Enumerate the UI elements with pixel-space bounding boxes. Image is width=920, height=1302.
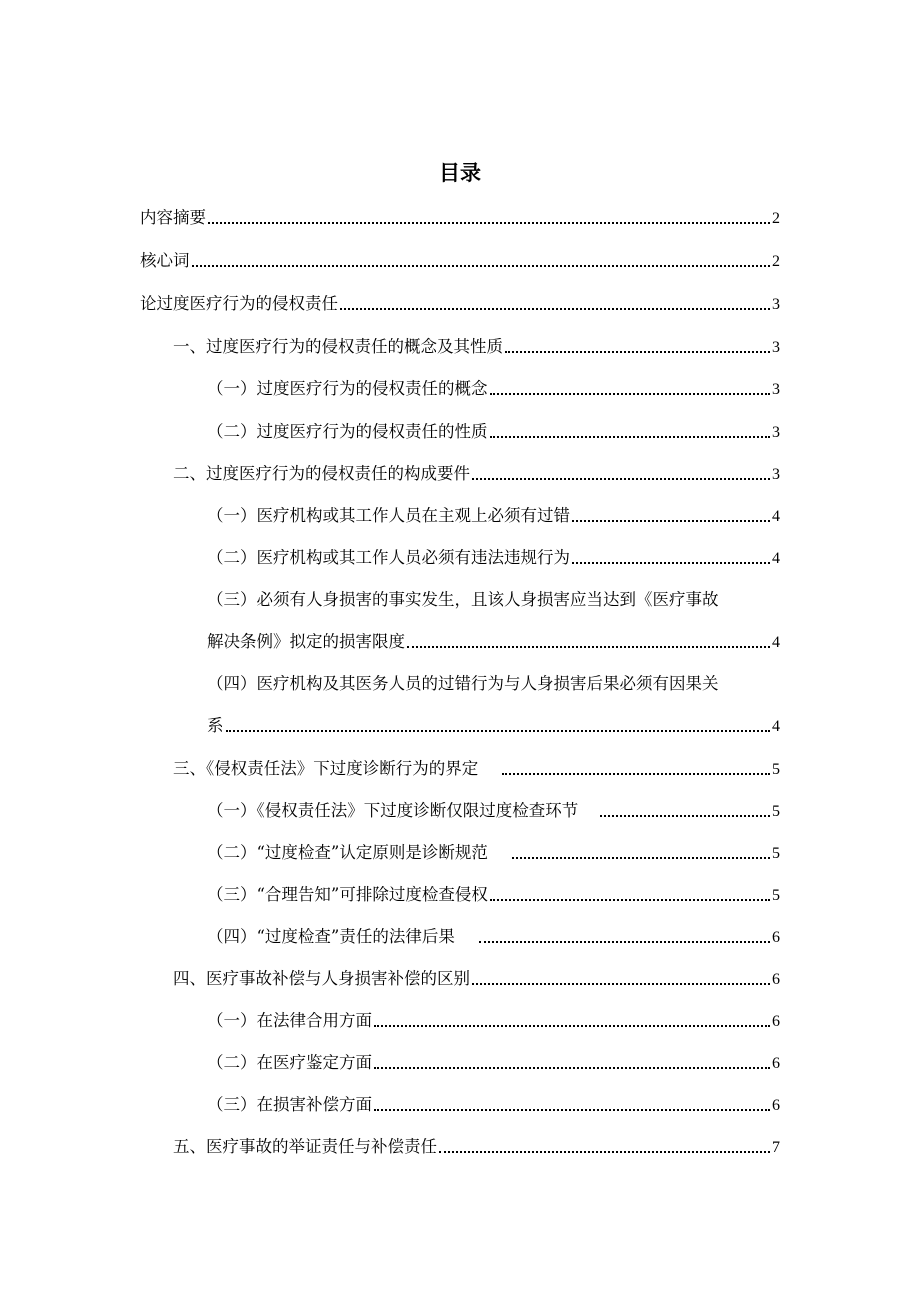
toc-entry-label: 四、医疗事故补偿与人身损害补偿的区别 <box>173 969 470 988</box>
toc-entry-page: 5 <box>772 803 780 820</box>
toc-entry-label: （二）过度医疗行为的侵权责任的性质 <box>207 422 488 441</box>
toc-entry[interactable] <box>207 629 780 655</box>
toc-entry-page: 4 <box>772 508 780 525</box>
leader-dots <box>192 265 771 267</box>
toc-entry[interactable] <box>207 1050 780 1076</box>
toc-entry-label: （二）“过度检查”认定原则是诊断规范 <box>207 843 488 862</box>
toc-entry-page: 5 <box>772 761 780 778</box>
leader-dots <box>340 308 770 310</box>
toc-title: 目录 <box>439 161 481 185</box>
toc-entry-page: 6 <box>772 971 780 988</box>
toc-entry-label: （一）《侵权责任法》下过度诊断仅限过度检查环节 <box>207 801 579 820</box>
toc-entry-label: （一）医疗机构或其工作人员在主观上必须有过错 <box>207 506 570 525</box>
toc-entry[interactable] <box>140 205 780 231</box>
toc-entry-label-continuation: 系 <box>207 716 224 735</box>
toc-entry-page: 4 <box>772 634 780 651</box>
toc-entry-page: 4 <box>772 718 780 735</box>
toc-entry[interactable] <box>207 1008 780 1034</box>
leader-dots <box>572 562 770 564</box>
toc-entry-label: （二）医疗机构或其工作人员必须有违法违规行为 <box>207 548 570 567</box>
toc-entry-page: 6 <box>772 929 780 946</box>
toc-entry-page: 3 <box>772 466 780 483</box>
toc-entry-label: （四）“过度检查”责任的法律后果 <box>207 927 455 946</box>
toc-entry[interactable] <box>207 376 780 402</box>
toc-entry-label: 论过度医疗行为的侵权责任 <box>140 294 338 313</box>
toc-entry-page: 5 <box>772 845 780 862</box>
toc-entry-label: 五、医疗事故的举证责任与补偿责任 <box>173 1137 437 1156</box>
leader-dots <box>512 857 770 859</box>
leader-dots <box>490 436 771 438</box>
toc-entry-label: 一、过度医疗行为的侵权责任的概念及其性质 <box>173 337 503 356</box>
leader-dots <box>226 730 771 732</box>
toc-entry[interactable] <box>173 966 780 992</box>
toc-entry[interactable] <box>207 545 780 571</box>
toc-entry-page: 6 <box>772 1097 780 1114</box>
toc-entry[interactable] <box>207 882 780 908</box>
toc-entry[interactable] <box>207 798 780 824</box>
leader-dots <box>374 1067 770 1069</box>
toc-entry[interactable] <box>173 461 780 487</box>
toc-entry-page: 2 <box>772 253 780 270</box>
toc-entry-label[interactable]: （三）必须有人身损害的事实发生，且该人身损害应当达到《医疗事故 <box>207 590 719 609</box>
toc-entry-label: 二、过度医疗行为的侵权责任的构成要件 <box>173 464 470 483</box>
toc-entry-page: 3 <box>772 296 780 313</box>
leader-dots <box>505 351 770 353</box>
toc-entry[interactable] <box>173 334 780 360</box>
toc-entry[interactable] <box>207 924 780 950</box>
toc-entry[interactable] <box>207 503 780 529</box>
leader-dots <box>208 222 770 224</box>
leader-dots <box>502 773 770 775</box>
leader-dots <box>479 941 770 943</box>
toc-entry[interactable] <box>173 1134 780 1160</box>
toc-entry-page: 6 <box>772 1055 780 1072</box>
toc-entry-label[interactable]: （四）医疗机构及其医务人员的过错行为与人身损害后果必须有因果关 <box>207 674 719 693</box>
leader-dots <box>572 520 770 522</box>
leader-dots <box>407 646 770 648</box>
toc-entry[interactable] <box>140 248 780 274</box>
toc-entry-page: 5 <box>772 887 780 904</box>
toc-entry-page: 4 <box>772 550 780 567</box>
leader-dots <box>490 899 770 901</box>
toc-entry-label: 三、《侵权责任法》下过度诊断行为的界定 <box>173 759 479 778</box>
toc-entry-label: （三）在损害补偿方面 <box>207 1095 372 1114</box>
toc-entry[interactable] <box>173 756 780 782</box>
toc-entry[interactable] <box>207 1092 780 1118</box>
toc-entry[interactable] <box>140 291 780 317</box>
leader-dots <box>439 1151 770 1153</box>
leader-dots <box>490 393 771 395</box>
leader-dots <box>472 478 770 480</box>
toc-entry-label: （一）过度医疗行为的侵权责任的概念 <box>207 379 488 398</box>
toc-entry[interactable] <box>207 713 780 739</box>
toc-entry-label: 内容摘要 <box>140 208 206 227</box>
toc-entry[interactable] <box>207 840 780 866</box>
toc-entry-page: 7 <box>772 1139 780 1156</box>
toc-entry-page: 3 <box>772 339 780 356</box>
toc-entry-label: （三）“合理告知”可排除过度检查侵权 <box>207 885 488 904</box>
toc-entry-page: 2 <box>772 210 780 227</box>
toc-entry-label: （二）在医疗鉴定方面 <box>207 1053 372 1072</box>
toc-entry-label-continuation: 解决条例》拟定的损害限度 <box>207 632 405 651</box>
toc-entry-page: 6 <box>772 1013 780 1030</box>
leader-dots <box>374 1025 770 1027</box>
leader-dots <box>600 815 770 817</box>
leader-dots <box>472 983 770 985</box>
toc-entry-page: 3 <box>772 381 780 398</box>
toc-entry-label: （一）在法律合用方面 <box>207 1011 372 1030</box>
toc-entry-label: 核心词 <box>140 251 190 270</box>
toc-entry-page: 3 <box>772 424 780 441</box>
leader-dots <box>374 1109 770 1111</box>
toc-entry[interactable] <box>207 419 780 445</box>
